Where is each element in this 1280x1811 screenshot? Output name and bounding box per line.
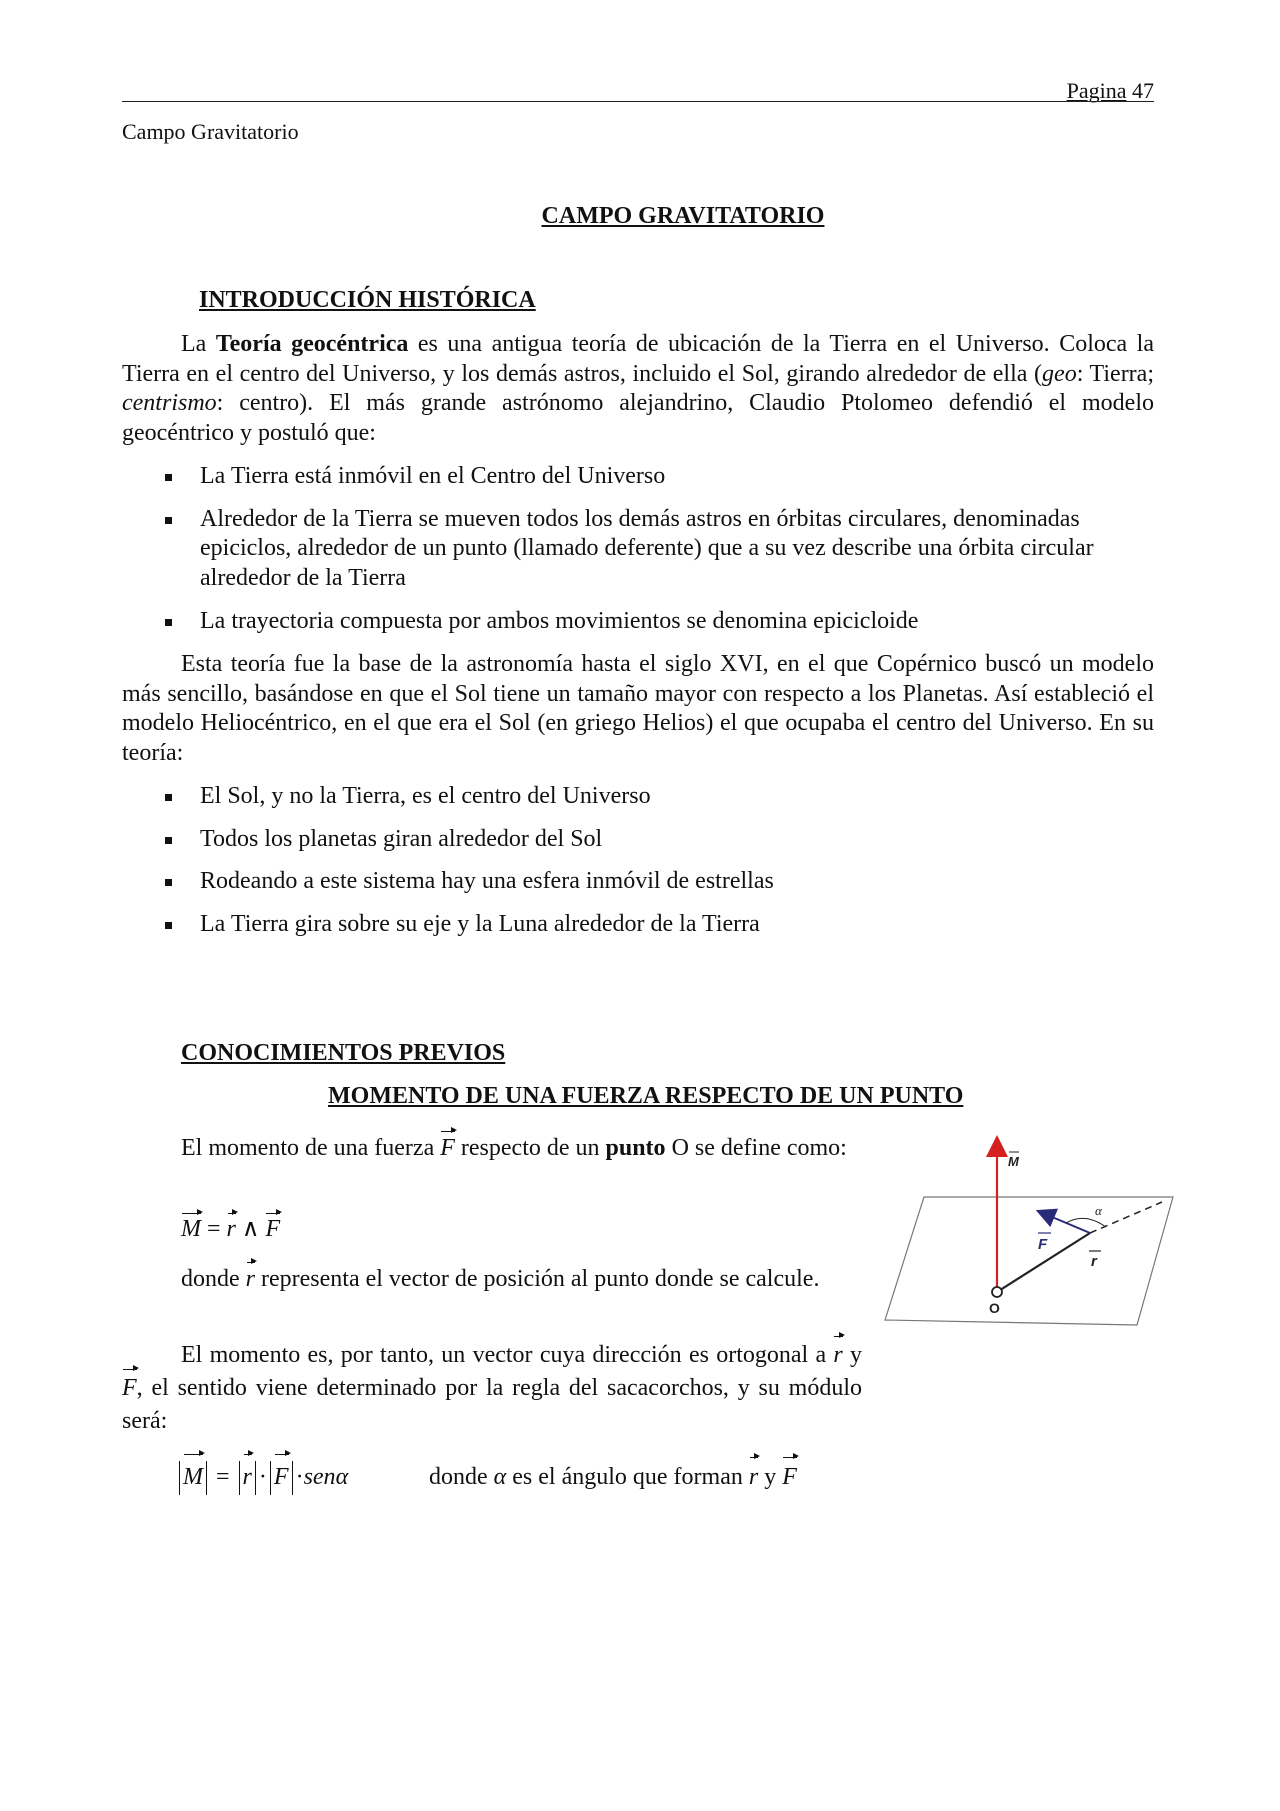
- intro-paragraph-1: La Teoría geocéntrica es una antigua teoría de ubicación de la Tierra en el Universo. Coloca la Tierra en el centro del Universo, y los demás astros, incluido el Sol, girando alrededor de ella (geo: Tierra; centrismo: centro). El más grande astrónomo alejandrino, Claudio Ptolomeo defendió el modelo geocéntrico y postuló que:: [122, 331, 1155, 446]
- moment-definition: El momento de una fuerza F respecto de un punto O se define como:: [122, 1134, 862, 1164]
- label-M: M: [1008, 1154, 1019, 1169]
- origin-point: [992, 1287, 1002, 1297]
- geocentric-term: Teoría geocéntrica: [215, 331, 409, 357]
- previos-heading: CONOCIMIENTOS PREVIOS: [181, 1040, 506, 1066]
- position-vector-note: donde r representa el vector de posición al punto donde se calcule.: [181, 1265, 862, 1295]
- list-item: Todos los planetas giran alrededor del Sol: [122, 825, 1154, 855]
- list-item: La trayectoria compuesta por ambos movimientos se denomina epicicloide: [122, 607, 1154, 637]
- moment-diagram: [870, 1130, 1180, 1340]
- moment-modulus-equation: M = r · F ·senα: [176, 1457, 348, 1497]
- list-item: La Tierra está inmóvil en el Centro del Universo: [122, 462, 1154, 492]
- label-alpha: α: [1095, 1203, 1102, 1218]
- label-r: r: [1091, 1253, 1097, 1270]
- page-label: Pagina: [1066, 78, 1127, 103]
- moment-equation: M = r ∧ F: [181, 1216, 281, 1242]
- label-F: F: [1038, 1236, 1048, 1253]
- intro-paragraph-2: Esta teoría fue la base de la astronomía hasta el siglo XVI, en el que Copérnico buscó un modelo más sencillo, basándose en que el Sol tiene un tamaño mayor con respecto a los Planetas. Así estableció el modelo Heliocéntrico, en el que era el Sol (en griego Helios) el que ocupaba el centro del Universo. En su teoría:: [122, 651, 1154, 766]
- doc-label: Campo Gravitatorio: [122, 119, 299, 144]
- force-vector: [1045, 1214, 1090, 1233]
- moment-direction-paragraph: El momento es, por tanto, un vector cuya dirección es ortogonal a r y F, el sentido viene determinado por la regla del sacacorchos, y su módulo será:: [122, 1339, 862, 1438]
- moment-subheading: MOMENTO DE UNA FUERZA RESPECTO DE UN PUNTO: [328, 1083, 964, 1109]
- list-item: El Sol, y no la Tierra, es el centro del Universo: [122, 782, 1154, 812]
- ptolemy-list: [122, 462, 1154, 650]
- alpha-note: donde α es el ángulo que forman r y F: [429, 1460, 797, 1494]
- list-item: La Tierra gira sobre su eje y la Luna alrededor de la Tierra: [122, 910, 1154, 940]
- page-number-value: 47: [1132, 78, 1154, 103]
- intro-heading: INTRODUCCIÓN HISTÓRICA: [199, 287, 536, 313]
- label-O: O: [989, 1300, 1000, 1316]
- plane: [885, 1197, 1173, 1325]
- list-item: Rodeando a este sistema hay una esfera inmóvil de estrellas: [122, 867, 1154, 897]
- vector-F: F: [440, 1134, 455, 1164]
- list-item: Alrededor de la Tierra se mueven todos los demás astros en órbitas circulares, denominadas epiciclos, alrededor de un punto (llamado deferente) que a su vez describe una órbita circular alrededor de la Tierra: [122, 505, 1154, 594]
- page-title: CAMPO GRAVITATORIO: [541, 203, 825, 229]
- copernicus-list: [122, 782, 1154, 952]
- header-rule: [122, 101, 1154, 102]
